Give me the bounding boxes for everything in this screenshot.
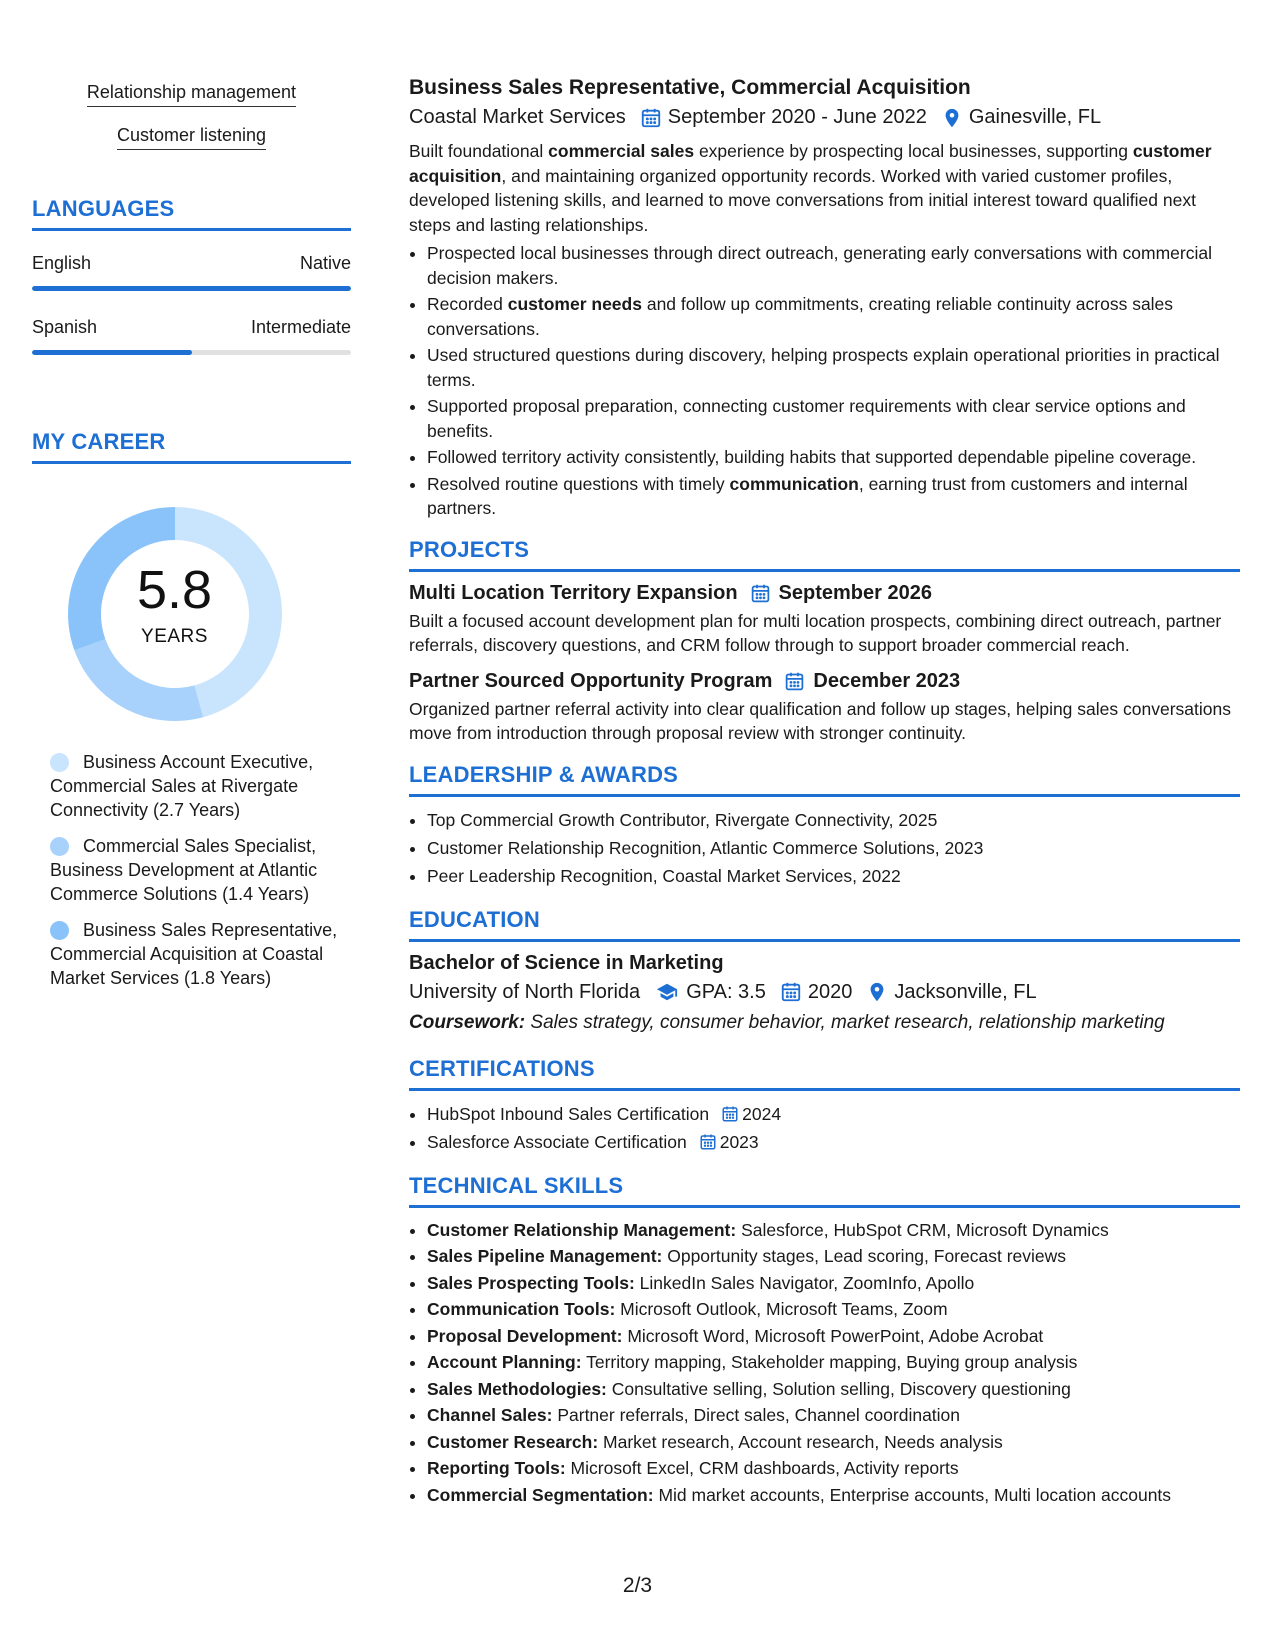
bold-text: customer needs [507,294,642,314]
job-bullet [427,472,1240,521]
skill-item [427,1271,1240,1296]
languages-heading: LANGUAGES [32,196,351,231]
skill-item [427,1403,1240,1428]
job-bullet [427,445,1240,470]
skill-values: Mid market accounts, Enterprise accounts, Multi location accounts [653,1484,1172,1505]
skill-item [427,1244,1240,1269]
text-run: Followed territory activity consistently, building habits that supported dependable pipeline coverage. [427,447,1197,467]
experience-entry [409,76,1240,521]
bold-text: communication [729,473,859,494]
leadership-item: • Peer Leadership Recognition, Coastal Market Services, 2022 [427,863,1240,889]
certification-name: • HubSpot Inbound Sales Certification [427,1103,710,1124]
education-gpa: GPA: 3.5 [686,980,766,1003]
job-summary [409,139,1240,237]
coursework [409,1012,1240,1034]
skill-category: Communication Tools: [427,1299,616,1319]
skill-item [427,1483,1240,1508]
skills-heading: TECHNICAL SKILLS [409,1173,1240,1208]
text-run: Supported proposal preparation, connecting customer requirements with clear service options and benefits. [427,396,1186,441]
calendar-icon [640,107,662,129]
skill-item [427,1297,1240,1322]
language-level: Native [299,253,351,273]
coursework-text: Sales strategy, consumer behavior, market research, relationship marketing [530,1011,1165,1033]
job-dates: September 2020 - June 2022 [667,106,927,128]
project-description: Built a focused account development plan for multi location prospects, combining direct outreach, partner referrals, discovery questions, and CRM follow through to support broader commercial reach. [409,610,1222,655]
calendar-icon [750,583,771,604]
calendar-icon [780,981,802,1003]
strength-item: Customer listening [117,125,266,150]
language-level: Intermediate [250,317,351,337]
language-name: English [32,253,92,273]
text-run: Used structured questions during discovery, helping prospects explain operational priorities in practical terms. [427,345,1220,390]
skill-item [427,1324,1240,1349]
legend-swatch [50,753,69,772]
career-heading: MY CAREER [32,429,351,464]
text-run: , earning trust from customers and internal partners. [427,473,1188,518]
education-year: 2020 [807,980,853,1003]
text-run: , and maintaining organized opportunity records. Worked with varied customer profiles, developed listening skills, and learned to move conversations from initial interest toward qualified next steps and lasting relationships. [409,165,1196,235]
skill-values: Opportunity stages, Lead scoring, Forecast reviews [662,1246,1067,1266]
project-name: Partner Sourced Opportunity Program [409,669,773,692]
page-number: 2/3 [622,1574,653,1597]
text-run: Resolved routine questions with timely [427,473,730,494]
skill-category: Sales Pipeline Management: [427,1246,663,1266]
language-bar-fill [32,350,192,355]
legend-swatch [50,921,69,940]
leadership-list [409,807,1240,889]
skill-category: Channel Sales: [427,1405,553,1425]
strength-item: Relationship management [87,82,296,107]
skill-category: Reporting Tools: [427,1458,566,1478]
text-run: Recorded [427,294,508,314]
career-section [32,429,351,990]
skills-section [409,1173,1240,1508]
degree-name: Bachelor of Science in Marketing [409,951,724,974]
skill-item [427,1218,1240,1243]
skill-item [427,1377,1240,1402]
skills-list [409,1218,1240,1508]
skill-category: Commercial Segmentation: [427,1484,654,1505]
certification-year: 2023 [719,1131,759,1152]
skill-values: Microsoft Excel, CRM dashboards, Activity reports [565,1458,959,1478]
bold-text: commercial sales [548,141,695,161]
career-donut-chart [32,494,351,734]
certification-year: 2024 [742,1103,782,1124]
languages-section [32,196,351,355]
text-run: Prospected local businesses through direct outreach, generating early conversations with commercial decision makers. [427,243,1212,288]
location-pin-icon [866,981,888,1003]
skill-item [427,1456,1240,1481]
skill-category: Customer Relationship Management: [427,1219,737,1240]
skill-item [427,1430,1240,1455]
left-column [32,82,351,1002]
certification-item [427,1101,1240,1127]
legend-item [50,918,351,990]
skill-values: Microsoft Outlook, Microsoft Teams, Zoom [615,1299,948,1319]
leadership-section [409,762,1240,889]
legend-swatch [50,837,69,856]
text-run: experience by prospecting local businesses, supporting [694,141,1133,161]
project-description: Organized partner referral activity into clear qualification and follow up stages, helping sales conversations move from introduction through proposal review with stronger continuity. [409,698,1231,743]
education-location: Jacksonville, FL [894,980,1037,1003]
calendar-icon [699,1133,717,1151]
project-item [409,582,1240,658]
text-run: Built foundational [409,141,549,161]
project-date: December 2023 [813,669,961,692]
text-run: and follow up commitments, creating reliable continuity across sales conversations. [427,294,1174,339]
legend-item [50,834,351,906]
coursework-label: Coursework: [409,1011,526,1033]
language-item [32,317,351,355]
projects-heading: PROJECTS [409,537,1240,572]
right-column [409,76,1240,1509]
legend-label: Commercial Sales Specialist, Business Development at Atlantic Commerce Solutions (1.4 Years) [50,836,318,904]
job-bullet [427,394,1240,443]
skill-category: Account Planning: [427,1352,582,1372]
calendar-icon [784,671,805,692]
job-meta [409,106,1240,129]
project-date: September 2026 [778,581,932,604]
job-title: Business Sales Representative, Commercial Acquisition [409,76,971,99]
skill-values: Consultative selling, Solution selling, Discovery questioning [606,1378,1071,1399]
leadership-item: • Top Commercial Growth Contributor, Rivergate Connectivity, 2025 [427,807,1240,833]
career-legend [50,750,351,990]
language-bar [32,286,351,291]
certifications-heading: CERTIFICATIONS [409,1056,1240,1091]
career-total-unit: YEARS [141,626,208,647]
leadership-heading: LEADERSHIP & AWARDS [409,762,1240,797]
skill-category: Proposal Development: [427,1325,623,1346]
legend-label: Business Account Executive, Commercial Sales at Rivergate Connectivity (2.7 Years) [50,752,314,820]
job-bullet [427,292,1240,341]
job-bullet [427,241,1240,290]
skill-category: Sales Methodologies: [427,1378,607,1399]
certification-item [427,1129,1240,1155]
skill-category: Sales Prospecting Tools: [427,1272,635,1293]
projects-section [409,537,1240,746]
skill-item [427,1350,1240,1375]
graduation-cap-icon [654,981,680,1003]
skill-category: Customer Research: [427,1431,599,1452]
education-section [409,907,1240,1034]
location-pin-icon [941,107,963,129]
job-bullet [427,343,1240,392]
bold-text: customer acquisition [409,141,1212,186]
career-total-value: 5.8 [136,560,213,620]
job-bullets [409,241,1240,521]
project-name: Multi Location Territory Expansion [409,581,738,604]
language-bar-fill [32,286,351,291]
job-location: Gainesville, FL [968,106,1102,128]
skill-values: Market research, Account research, Needs analysis [598,1431,1003,1452]
skill-values: Salesforce, HubSpot CRM, Microsoft Dynamics [736,1219,1109,1240]
school-name: University of North Florida [409,980,641,1003]
leadership-item: • Customer Relationship Recognition, Atlantic Commerce Solutions, 2023 [427,835,1240,861]
company-name: Coastal Market Services [409,106,626,128]
legend-item [50,750,351,822]
certifications-section [409,1056,1240,1155]
language-item [32,253,351,291]
education-heading: EDUCATION [409,907,1240,942]
project-item [409,670,1240,746]
language-name: Spanish [32,317,98,337]
calendar-icon [721,1105,739,1123]
education-meta [409,981,1240,1004]
skill-values: Partner referrals, Direct sales, Channel coordination [552,1405,961,1425]
skill-values: Territory mapping, Stakeholder mapping, Buying group analysis [581,1352,1078,1372]
language-bar [32,350,351,355]
skill-values: LinkedIn Sales Navigator, ZoomInfo, Apollo [634,1272,975,1293]
certification-name: • Salesforce Associate Certification [427,1131,687,1152]
skill-values: Microsoft Word, Microsoft PowerPoint, Adobe Acrobat [622,1325,1044,1346]
donut-segment [74,639,203,721]
legend-label: Business Sales Representative, Commercial Acquisition at Coastal Market Services (1.8 Years) [50,920,338,988]
certifications-list [409,1101,1240,1155]
